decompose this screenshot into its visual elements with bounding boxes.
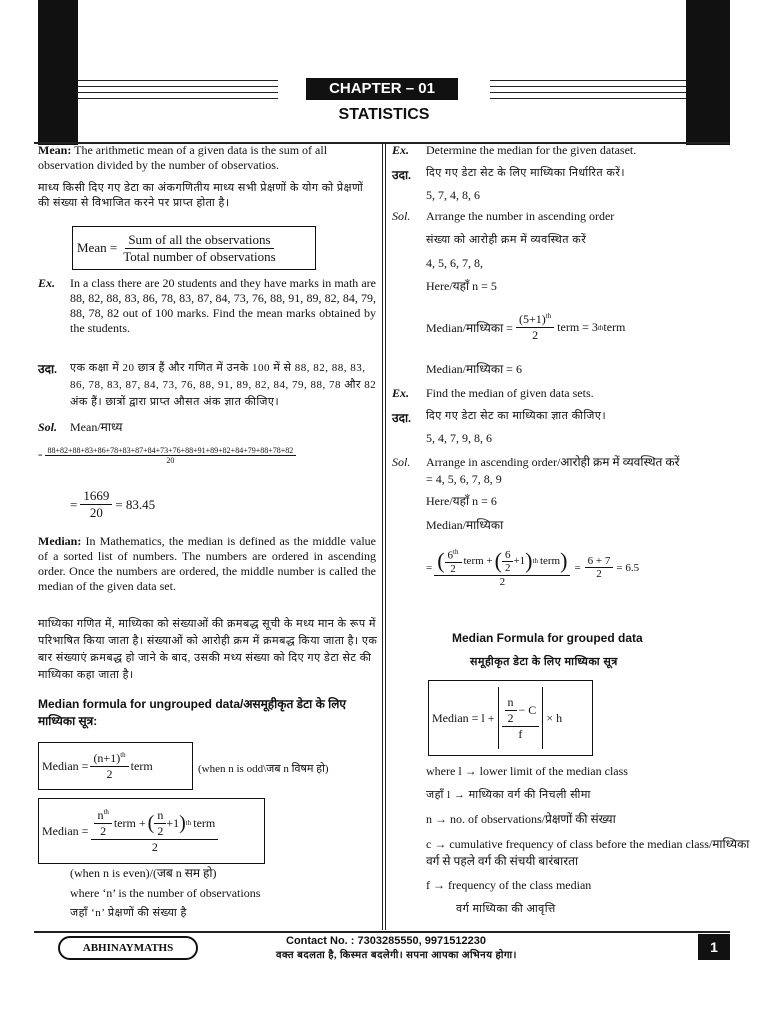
header-bar-right: [686, 0, 730, 145]
median2-formula: = ( $\frac{6^{th}}{2}$ term + ( $\frac{6}{2}$ +1 ) th term ) 2 = $\frac{6 + 7}{2}$ = 6.5: [426, 548, 640, 588]
header-rule: [78, 98, 278, 99]
even-note: (when n is even)/(जब n सम हो): [70, 866, 217, 880]
mean-definition: [38, 143, 376, 173]
brand-name: ABHINAYMATHS: [82, 942, 174, 954]
odd-formula-box: Median = $\frac{(n+1)^{th}}{2}$ term: [38, 742, 193, 790]
sol1-text: Arrange the number in ascending order: [426, 209, 615, 223]
header-rule: [490, 86, 686, 87]
sorted2: = 4, 5, 6, 7, 8, 9: [426, 472, 502, 486]
footer-motto: वक्त बदलता है, किस्मत बदलेगी। सपना आपका अभिनय होगा।: [276, 950, 517, 961]
median1-result: Median/माध्यिका = 6: [426, 362, 522, 376]
mean-fraction: [120, 232, 279, 265]
here2: Here/यहाँ n = 6: [426, 494, 497, 508]
ex2-text: Find the median of given data sets.: [426, 386, 594, 400]
grouped-formula-box: Median = l + $\frac{n}{2}$ − C f × h: [428, 680, 593, 756]
sorted1: 4, 5, 6, 7, 8,: [426, 256, 483, 270]
header-rule: [490, 80, 686, 81]
where-c: c → cumulative frequency of class before the median class/माध्यिका वर्ग से पहले वर्ग की संचयी बारंबारता: [426, 837, 750, 868]
chapter-label: CHAPTER – 01: [306, 78, 458, 100]
grouped-title: Median Formula for grouped data: [452, 631, 643, 645]
column-divider: [385, 144, 386, 930]
median-hindi: माध्यिका गणित में, माध्यिका को संख्याओं की क्रमबद्ध सूची के मध्य मान के रूप में परिभाषित किया जाता है। संख्याओं को आरोही क्रम में क्रमबद्ध किया जाता है। एक बार संख्याएं क्रमबद्ध हो जाने के बाद, उसकी मध्य संख्या को दिए गए डेटा सेट की माध्यिका कहा जाता है।: [38, 618, 378, 681]
median-definition: [38, 534, 376, 594]
header-bar-left: [38, 0, 78, 145]
ex-label: Ex.: [38, 276, 56, 290]
median1-line: Median/माध्यिका = $\frac{(5+1)^{th}}{2}$ term = 3 th term: [426, 312, 626, 342]
result-line: = $\frac{1669}{20}$ = 83.45: [70, 488, 156, 520]
sum-fraction: = $\frac{88+82+88+83+86+78+83+87+84+73+76+88+91+89+82+84+79+88+78+82}{20}$: [38, 446, 296, 465]
mean-def-text: The arithmetic mean of a given data is the sum of all observation divided by the number of observatios.: [38, 143, 328, 172]
uda2-label: उदा.: [392, 411, 412, 425]
ex1-text: Determine the median for the given dataset.: [426, 143, 637, 157]
brand-badge: [58, 936, 198, 960]
page-title: STATISTICS: [338, 106, 430, 123]
example-text: In a class there are 20 students and they have marks in math are 88, 82, 88, 83, 86, 78, 83, 87, 84, 73, 76, 88, 91, 89, 82, 84, 79, 88, 78, 82 out of 100 marks. Find the mean marks obtained by the students.: [70, 276, 376, 335]
grouped-hindi: समूहीकृत डेटा के लिए माध्यिका सूत्र: [470, 656, 618, 668]
data1: 5, 7, 4, 8, 6: [426, 188, 480, 202]
uda1-text: दिए गए डेटा सेट के लिए माध्यिका निर्धारित करें।: [426, 167, 626, 179]
data2: 5, 4, 7, 9, 8, 6: [426, 431, 492, 445]
result-denominator: 20: [89, 505, 103, 520]
where-f-hindi: वर्ग माध्यिका की आवृत्ति: [456, 903, 556, 915]
sol1-label: Sol.: [392, 209, 411, 223]
mean-formula-lhs: Mean =: [77, 240, 118, 255]
header-rule: [78, 80, 278, 81]
sum-numerator: 88+82+88+83+86+78+83+87+84+73+76+88+91+89+82+84+79+88+78+82: [45, 446, 297, 456]
header-rule: [490, 92, 686, 93]
uda-text: एक कक्षा में 20 छात्र हैं और गणित में उनके 100 में से 88, 82, 88, 83, 86, 78, 83, 87, 84, 73, 76, 88, 91, 89, 82, 84, 79, 88, 78 और 82 अंक हैं। छात्रों द्वारा प्राप्त औसत अंक ज्ञात कीजिए।: [70, 362, 377, 408]
mean-hindi: माध्य किसी दिए गए डेटा का अंकगणितीय माध्य सभी प्रेक्षणों के योग को प्रेक्षणों की संख्या से विभाजित करने पर प्राप्त होता है।: [38, 182, 364, 209]
result-value: = 83.45: [115, 496, 156, 512]
sol2-label: Sol.: [392, 455, 411, 469]
header-rule: [78, 92, 278, 93]
uda1-label: उदा.: [392, 168, 412, 182]
sol2-text: Arrange in ascending order/आरोही क्रम में व्यवस्थित करें: [426, 455, 680, 469]
result-numerator: 1669: [80, 488, 112, 505]
where-f: f → frequency of the class median: [426, 878, 592, 892]
where-n: where ‘n’ is the number of observations: [70, 886, 261, 900]
ex2-label: Ex.: [392, 386, 410, 400]
mean-numerator: Sum of all the observations: [125, 232, 273, 249]
even-formula-box: Median = $\frac{n^{th}}{2}$ term + ( $\frac{n}{2}$ +1 ) th term 2: [38, 798, 265, 864]
uda-label: उदा.: [38, 362, 58, 376]
column-divider: [382, 144, 383, 930]
ungrouped-title: Median formula for ungrouped data/असमूहीकृत डेटा के लिए माध्यिका सूत्र:: [38, 697, 347, 728]
ex1-label: Ex.: [392, 143, 410, 157]
median2-label: Median/माध्यिका: [426, 518, 504, 532]
mean-formula-box: [72, 226, 316, 270]
sum-denominator: 20: [166, 456, 175, 465]
mean-label: Mean:: [38, 143, 72, 157]
where-l-hindi: जहाँ l → माध्यिका वर्ग की निचली सीमा: [426, 789, 591, 801]
where-n-hindi: जहाँ ‘n’ प्रेक्षणों की संख्या है: [70, 907, 187, 919]
sol1-hindi: संख्या को आरोही क्रम में व्यवस्थित करें: [426, 234, 587, 246]
sol-text: Mean/माध्य: [70, 420, 123, 434]
page-number: 1: [698, 934, 730, 960]
mean-denominator: Total number of observations: [123, 248, 276, 264]
sol-label: Sol.: [38, 420, 58, 434]
header-rule: [78, 86, 278, 87]
header-rule: [490, 98, 686, 99]
median-label: Median:: [38, 534, 82, 548]
where-n-obs: n → no. of observations/प्रेक्षणों की संख्या: [426, 812, 616, 826]
footer-contact: Contact No. : 7303285550, 9971512230: [286, 935, 486, 947]
footer-rule: [34, 931, 730, 933]
median-def-text: In Mathematics, the median is defined as the middle value of a sorted list of numbers. The numbers are ordered in ascending order. Once the numbers are ordered, the middle number is called the median of the given data set.: [38, 534, 377, 593]
uda2-text: दिए गए डेटा सेट का माध्यिका ज्ञात कीजिए।: [426, 410, 607, 422]
here1: Here/यहाँ n = 5: [426, 279, 497, 293]
odd-note: (when n is odd\जब n विषम हो): [198, 763, 329, 775]
where-l: where l → lower limit of the median class: [426, 764, 628, 778]
